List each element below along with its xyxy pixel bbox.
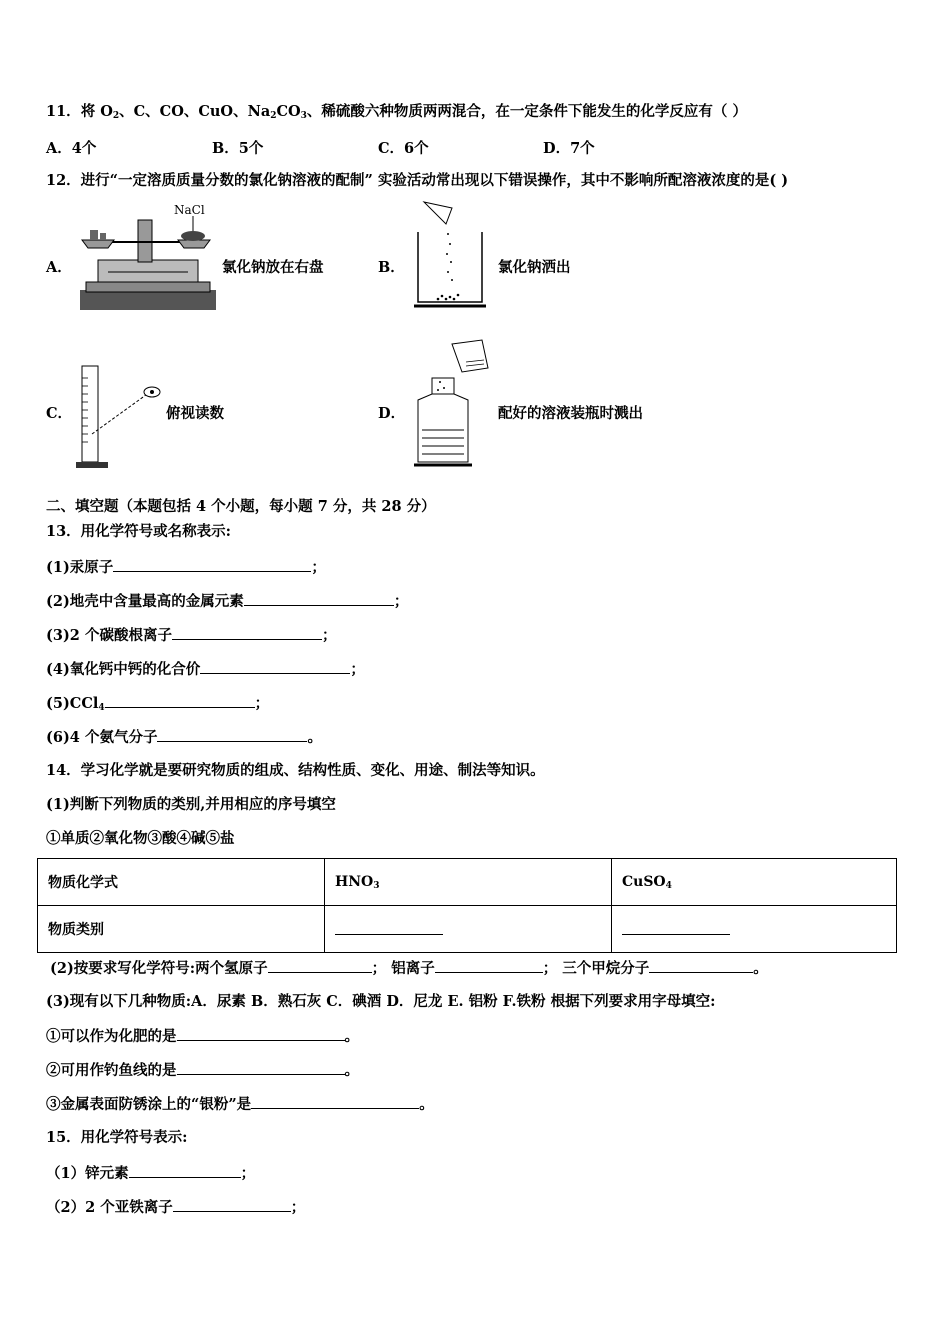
q13-item-3: (3)2 个碳酸根离子 ； [46, 627, 337, 644]
answer-blank[interactable] [335, 920, 443, 935]
answer-blank[interactable] [105, 693, 255, 708]
q13-item-5: (5)CCl$_4$ ； [46, 695, 270, 713]
q12-option-b-caption: 氯化钠洒出 [498, 259, 571, 276]
q11-option-d: D．7个 [543, 140, 595, 157]
q11-option-b: B．5个 [212, 140, 264, 157]
bottle-splash-figure [410, 338, 496, 470]
beaker-spill-figure [412, 200, 492, 312]
q14-classification-table [37, 858, 897, 953]
q12-stem: 12．进行“一定溶质质量分数的氯化钠溶液的配制” 实验活动常出现以下错误操作，其中不影响所配溶液浓度的是( ) [46, 172, 789, 189]
nacl-label: NaCl [174, 203, 205, 217]
table-row [38, 859, 897, 906]
answer-blank[interactable] [649, 958, 753, 973]
table-cell [325, 906, 612, 953]
q14-choices: ①单质②氧化物③酸④碱⑤盐 [46, 830, 235, 847]
q13-item-6: (6)4 个氨气分子 。 [46, 729, 322, 746]
q13-stem: 13．用化学符号或名称表示: [46, 523, 232, 540]
answer-blank[interactable] [244, 591, 394, 606]
q12-option-d-letter: D． [378, 405, 406, 422]
answer-blank[interactable] [200, 659, 350, 674]
section-2-heading: 二、填空题（本题包括 4 个小题，每小题 7 分，共 28 分） [46, 498, 436, 515]
q14-sub-item-2: ②可用作钓鱼线的是 。 [46, 1062, 359, 1079]
answer-blank[interactable] [268, 958, 372, 973]
answer-blank[interactable] [251, 1094, 419, 1109]
q14-part-1: (1)判断下列物质的类别,并用相应的序号填空 [46, 796, 336, 813]
answer-blank[interactable] [622, 920, 730, 935]
table-row [38, 906, 897, 953]
answer-blank[interactable] [172, 625, 322, 640]
q11-option-a: A．4个 [46, 140, 97, 157]
q15-item-2: （2）2 个亚铁离子 ； [46, 1199, 306, 1216]
q13-item-4: (4)氧化钙中钙的化合价 ； [46, 661, 365, 678]
q14-stem: 14．学习化学就是要研究物质的组成、结构性质、变化、用途、制法等知识。 [46, 762, 545, 779]
q12-option-d-caption: 配好的溶液装瓶时溅出 [498, 405, 643, 422]
q11-stem: 11．将 $O_2$、C、CO、CuO、$Na_2CO_3$、稀硫酸六种物质两两混合，在一定条件下能发生的化学反应有（ ） [46, 103, 747, 121]
q13-item-2: (2)地壳中含量最高的金属元素 ； [46, 593, 409, 610]
table-cell [612, 906, 897, 953]
q12-option-a-caption: 氯化钠放在右盘 [222, 259, 324, 276]
table-cell: 物质化学式 [38, 859, 325, 906]
q14-sub-item-1: ①可以作为化肥的是 。 [46, 1028, 359, 1045]
q12-option-a-letter: A． [46, 259, 72, 276]
answer-blank[interactable] [157, 727, 307, 742]
table-cell: $HNO_3$ [325, 859, 612, 906]
table-cell: CuSO$_4$ [612, 859, 897, 906]
q13-item-1: (1)汞原子 ； [46, 559, 326, 576]
answer-blank[interactable] [177, 1060, 345, 1075]
answer-blank[interactable] [129, 1163, 241, 1178]
answer-blank[interactable] [113, 557, 311, 572]
graduated-cylinder-figure [72, 364, 164, 472]
q15-item-1: （1）锌元素 ； [46, 1165, 256, 1182]
table-cell: 物质类别 [38, 906, 325, 953]
q12-option-c-caption: 俯视读数 [166, 405, 224, 422]
q14-part-3: (3)现有以下几种物质:A．尿素 B．熟石灰 C．碘酒 D．尼龙 E. 铝粉 F.铁粉 根据下列要求用字母填空: [46, 993, 716, 1010]
answer-blank[interactable] [177, 1026, 345, 1041]
q12-option-c-letter: C． [46, 405, 73, 422]
answer-blank[interactable] [173, 1197, 291, 1212]
balance-scale-figure [78, 200, 218, 312]
q15-stem: 15．用化学符号表示: [46, 1129, 188, 1146]
q14-part-2: (2)按要求写化学符号:两个氢原子 ； 铝离子 ； 三个甲烷分子 。 [50, 960, 768, 977]
q11-option-c: C．6个 [378, 140, 429, 157]
answer-blank[interactable] [435, 958, 543, 973]
q12-option-b-letter: B． [378, 259, 405, 276]
q14-sub-item-3: ③金属表面防锈涂上的“银粉”是 。 [46, 1096, 434, 1113]
